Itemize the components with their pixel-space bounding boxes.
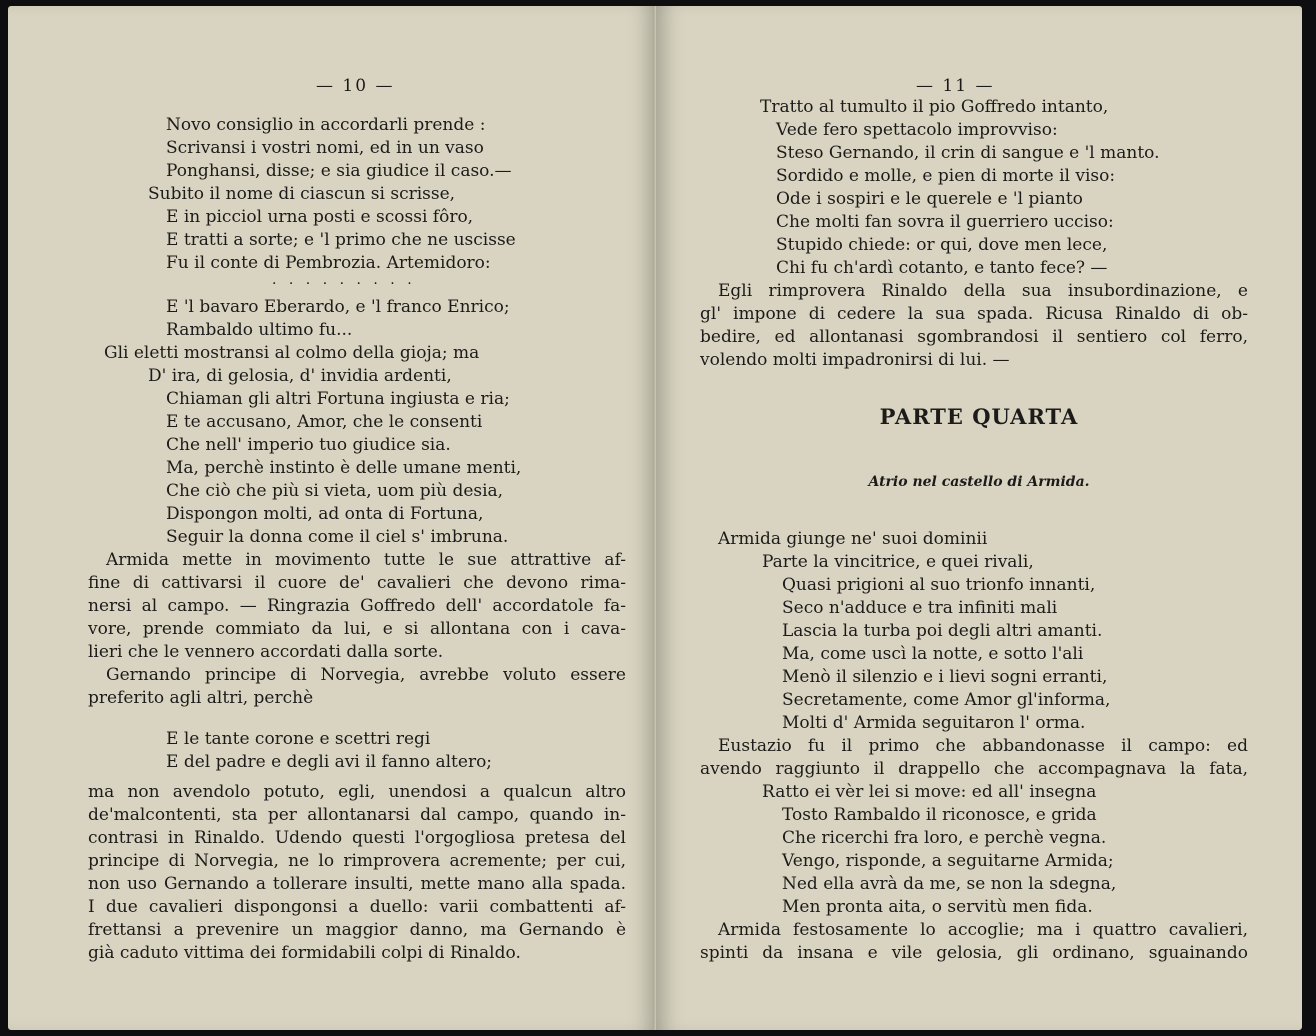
verse-line: Che ricerchi fra loro, e perchè vegna.: [782, 828, 1107, 848]
verse-line: E in picciol urna posti e scossi fôro,: [166, 207, 474, 227]
verse-line: E le tante corone e scettri regi: [166, 729, 431, 749]
verse-line: Ode i sospiri e le querele e 'l pianto: [776, 189, 1083, 209]
verse-line: Scrivansi i vostri nomi, ed in un vaso: [166, 138, 484, 158]
verse-line: Vede fero spettacolo improvviso:: [776, 120, 1058, 140]
verse-line: E del padre e degli avi il fanno altero;: [166, 752, 493, 772]
prose-line: Gernando principe di Norvegia, avrebbe voluto essere: [106, 665, 626, 685]
verse-line: Che molti fan sovra il guerriero ucciso:: [776, 212, 1114, 232]
verse-line: E te accusano, Amor, che le consenti: [166, 412, 483, 432]
verse-line: Stupido chiede: or qui, dove men lece,: [776, 235, 1108, 255]
verse-line: Gli eletti mostransi al colmo della gioja; ma: [104, 343, 480, 363]
verse-line: Ma, perchè instinto è delle umane menti,: [166, 458, 522, 478]
verse-line: Ponghansi, disse; e sia giudice il caso.—: [166, 161, 512, 181]
verse-line: Lascia la turba poi degli altri amanti.: [782, 621, 1103, 641]
prose-line: frettansi a prevenire un maggior danno, ma Gernando è: [88, 920, 626, 940]
verse-line: Che ciò che più si vieta, uom più desia,: [166, 481, 504, 501]
verse-line: Chi fu ch'ardì cotanto, e tanto fece? —: [776, 258, 1108, 278]
verse-line: Che nell' imperio tuo giudice sia.: [166, 435, 451, 455]
verse-line: E 'l bavaro Eberardo, e 'l franco Enrico;: [166, 297, 510, 317]
prose-line: volendo molti impadronirsi di lui. —: [700, 350, 1010, 370]
verse-line: Men pronta aita, o servitù men fida.: [782, 897, 1093, 917]
verse-line: Menò il silenzio e i lievi sogni erranti,: [782, 667, 1108, 687]
verse-line: Secretamente, come Amor gl'informa,: [782, 690, 1111, 710]
prose-line: Armida giunge ne' suoi dominii: [718, 529, 988, 549]
left-page: [8, 6, 656, 1030]
verse-line: Tratto al tumulto il pio Goffredo intanto,: [760, 97, 1109, 117]
verse-line: Rambaldo ultimo fu...: [166, 320, 353, 340]
verse-line: Subito il nome di ciascun si scrisse,: [148, 184, 456, 204]
prose-line: Armida mette in movimento tutte le sue attrattive af-: [106, 550, 626, 570]
verse-line: Tosto Rambaldo il riconosce, e grida: [782, 805, 1097, 825]
right-page: [656, 6, 1302, 1030]
verse-line: Parte la vincitrice, e quei rivali,: [762, 552, 1034, 572]
prose-line: gl' impone di cedere la sua spada. Ricusa Rinaldo di ob-: [700, 304, 1248, 324]
verse-line: D' ira, di gelosia, d' invidia ardenti,: [148, 366, 452, 386]
scene-subheading: Atrio nel castello di Armida.: [868, 474, 1090, 490]
verse-line: Steso Gernando, il crin di sangue e 'l manto.: [776, 143, 1160, 163]
prose-line: vore, prende commiato da lui, e si allontana con i cava-: [88, 619, 626, 639]
verse-line: Ratto ei vèr lei si move: ed all' insegna: [762, 782, 1097, 802]
prose-line: Eustazio fu il primo che abbandonasse il campo: ed: [718, 736, 1248, 756]
verse-line: Ned ella avrà da me, se non la sdegna,: [782, 874, 1117, 894]
prose-line: lieri che le vennero accordati dalla sorte.: [88, 642, 444, 662]
ellipsis-dots: · · · · · · · · ·: [272, 276, 416, 292]
prose-line: nersi al campo. — Ringrazia Goffredo dell' accordatole fa-: [88, 596, 626, 616]
verse-line: Novo consiglio in accordarli prende :: [166, 115, 486, 135]
section-heading: PARTE QUARTA: [879, 404, 1079, 429]
verse-line: Ma, come uscì la notte, e sotto l'ali: [782, 644, 1084, 664]
page-number: — 10 —: [316, 76, 395, 96]
verse-line: Seco n'adduce e tra infiniti mali: [782, 598, 1058, 618]
prose-line: bedire, ed allontanasi sgombrandosi il sentiero col ferro,: [700, 327, 1248, 347]
prose-line: de'malcontenti, sta per allontanarsi dal campo, quando in-: [88, 805, 626, 825]
verse-line: Quasi prigioni al suo trionfo innanti,: [782, 575, 1096, 595]
prose-line: principe di Norvegia, ne lo rimprovera acremente; per cui,: [88, 851, 626, 871]
page-number: — 11 —: [916, 76, 995, 96]
verse-line: Sordido e molle, e pien di morte il viso:: [776, 166, 1116, 186]
prose-line: I due cavalieri dispongonsi a duello: varii combattenti af-: [88, 897, 626, 917]
verse-line: Dispongon molti, ad onta di Fortuna,: [166, 504, 484, 524]
prose-line: avendo raggiunto il drappello che accompagnava la fata,: [700, 759, 1248, 779]
prose-line: Armida festosamente lo accoglie; ma i quattro cavalieri,: [718, 920, 1248, 940]
prose-line: ma non avendolo potuto, egli, unendosi a qualcun altro: [88, 782, 626, 802]
prose-line: fine di cattivarsi il cuore de' cavalieri che devono rima-: [88, 573, 626, 593]
verse-line: Molti d' Armida seguitaron l' orma.: [782, 713, 1086, 733]
verse-line: Vengo, risponde, a seguitarne Armida;: [782, 851, 1114, 871]
verse-line: E tratti a sorte; e 'l primo che ne uscisse: [166, 230, 516, 250]
prose-line: non uso Gernando a tollerare insulti, mette mano alla spada.: [88, 874, 626, 894]
prose-line: Egli rimprovera Rinaldo della sua insubordinazione, e: [718, 281, 1248, 301]
verse-line: Seguir la donna come il ciel s' imbruna.: [166, 527, 509, 547]
prose-line: spinti da insana e vile gelosia, gli ordinano, sguainando: [700, 943, 1248, 963]
prose-line: contrasi in Rinaldo. Udendo questi l'orgogliosa pretesa del: [88, 828, 626, 848]
verse-line: Chiaman gli altri Fortuna ingiusta e ria;: [166, 389, 510, 409]
prose-line: già caduto vittima dei formidabili colpi di Rinaldo.: [88, 943, 521, 963]
prose-line: preferito agli altri, perchè: [88, 688, 314, 708]
verse-line: Fu il conte di Pembrozia. Artemidoro:: [166, 253, 491, 273]
